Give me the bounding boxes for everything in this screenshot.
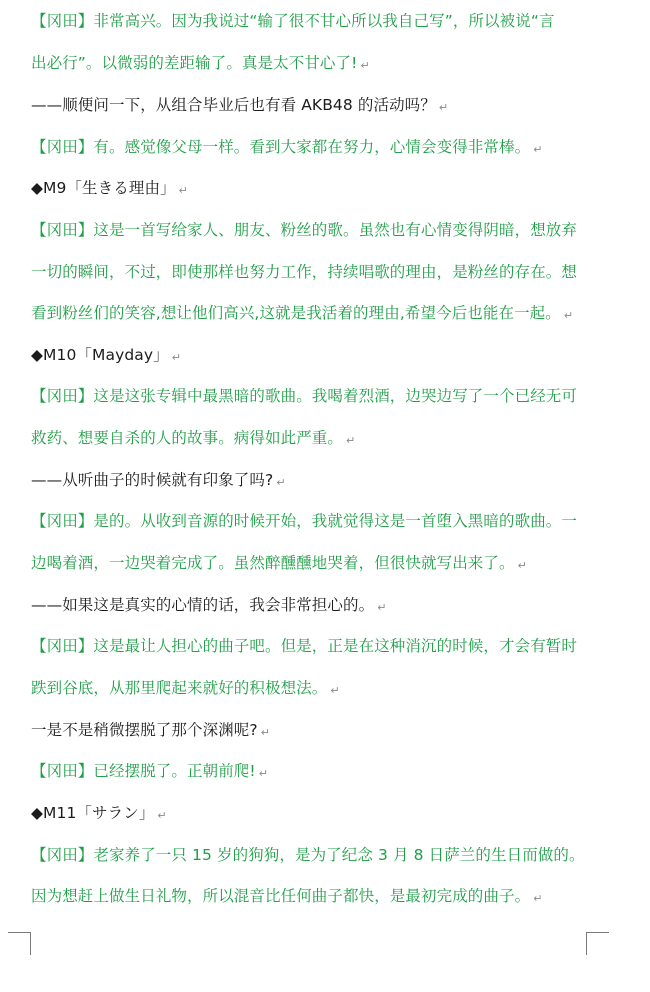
- text-line: [31, 470, 286, 492]
- line-text: 【冈田】这是最让人担心的曲子吧。但是，正是在这种消沉的时候，才会有暂时: [31, 637, 578, 655]
- text-line: [31, 345, 181, 367]
- line-text: 【冈田】这是这张专辑中最黑暗的歌曲。我喝着烈酒，边哭边写了一个已经无可: [31, 387, 578, 405]
- line-text: 跌到谷底，从那里爬起来就好的积极想法。: [31, 679, 328, 697]
- line-text: 边喝着酒，一边哭着完成了。虽然醉醺醺地哭着，但很快就写出来了。: [31, 554, 515, 572]
- paragraph-mark-icon: ↵: [377, 601, 387, 614]
- paragraph-mark-icon: ↵: [438, 101, 449, 114]
- paragraph-mark-icon: ↵: [360, 59, 370, 72]
- paragraph-mark-icon: ↵: [533, 143, 543, 156]
- text-line: [31, 178, 188, 200]
- line-text: ◆M11「サラン」: [31, 804, 155, 822]
- line-text: 【冈田】已经摆脱了。正朝前爬!: [31, 762, 256, 780]
- paragraph-mark-icon: ↵: [178, 184, 188, 197]
- text-line: [31, 553, 527, 575]
- line-text: 【冈田】老家养了一只 15 岁的狗狗，是为了纪念 3 月 8 日萨兰的生日而做的。: [31, 846, 585, 864]
- line-text: 出必行”。以微弱的差距输了。真是太不甘心了!: [31, 54, 358, 72]
- text-line: [31, 262, 577, 282]
- text-line: [31, 303, 573, 325]
- text-line: [31, 886, 543, 908]
- text-line: [31, 803, 167, 825]
- text-line: [31, 53, 370, 75]
- text-line: [31, 761, 268, 783]
- line-text: 一切的瞬间，不过，即使那样也努力工作，持续唱歌的理由，是粉丝的存在。想: [31, 263, 578, 281]
- page-corner-mark-right: [586, 932, 609, 955]
- text-line: [31, 636, 577, 656]
- text-line: [31, 678, 340, 700]
- line-text: 【冈田】非常高兴。因为我说过“输了很不甘心所以我自己写”，所以被说“言: [31, 12, 555, 30]
- text-line: [31, 720, 270, 742]
- page-corner-mark-left: [8, 932, 31, 955]
- text-line: [31, 595, 387, 617]
- paragraph-mark-icon: ↵: [533, 892, 543, 905]
- paragraph-mark-icon: ↵: [346, 434, 356, 447]
- line-text: 看到粉丝们的笑容,想让他们高兴,这就是我活着的理由,希望今后也能在一起。: [31, 304, 561, 322]
- line-text: 【冈田】这是一首写给家人、朋友、粉丝的歌。虽然也有心情变得阴暗，想放弃: [31, 221, 578, 239]
- line-text: ——如果这是真实的心情的话，我会非常担心的。: [31, 596, 375, 614]
- text-line: [31, 220, 577, 240]
- line-text: 救药、想要自杀的人的故事。病得如此严重。: [31, 429, 344, 447]
- line-text: ◆M10「Mayday」: [31, 346, 169, 364]
- line-text: 【冈田】是的。从收到音源的时候开始，我就觉得这是一首堕入黑暗的歌曲。一: [31, 512, 578, 530]
- text-line: [31, 845, 585, 865]
- text-line: [31, 386, 577, 406]
- paragraph-mark-icon: ↵: [157, 809, 167, 822]
- line-text: 一是不是稍微摆脱了那个深渊呢?: [31, 721, 258, 739]
- paragraph-mark-icon: ↵: [171, 351, 182, 364]
- paragraph-mark-icon: ↵: [330, 684, 340, 697]
- line-text: ——顺便问一下，从组合毕业后也有看 AKB48 的活动吗？: [31, 96, 436, 114]
- line-text: ◆M9「生きる理由」: [31, 179, 176, 197]
- text-line: [31, 11, 555, 31]
- paragraph-mark-icon: ↵: [258, 767, 269, 780]
- line-text: 因为想赶上做生日礼物，所以混音比任何曲子都快，是最初完成的曲子。: [31, 887, 531, 905]
- paragraph-mark-icon: ↵: [563, 309, 574, 322]
- text-line: [31, 95, 448, 117]
- line-text: ——从听曲子的时候就有印象了吗?: [31, 471, 274, 489]
- paragraph-mark-icon: ↵: [517, 559, 527, 572]
- text-line: [31, 137, 543, 159]
- line-text: 【冈田】有。感觉像父母一样。看到大家都在努力，心情会变得非常棒。: [31, 138, 531, 156]
- text-line: [31, 511, 577, 531]
- paragraph-mark-icon: ↵: [276, 476, 286, 489]
- text-line: [31, 428, 355, 450]
- paragraph-mark-icon: ↵: [260, 726, 271, 739]
